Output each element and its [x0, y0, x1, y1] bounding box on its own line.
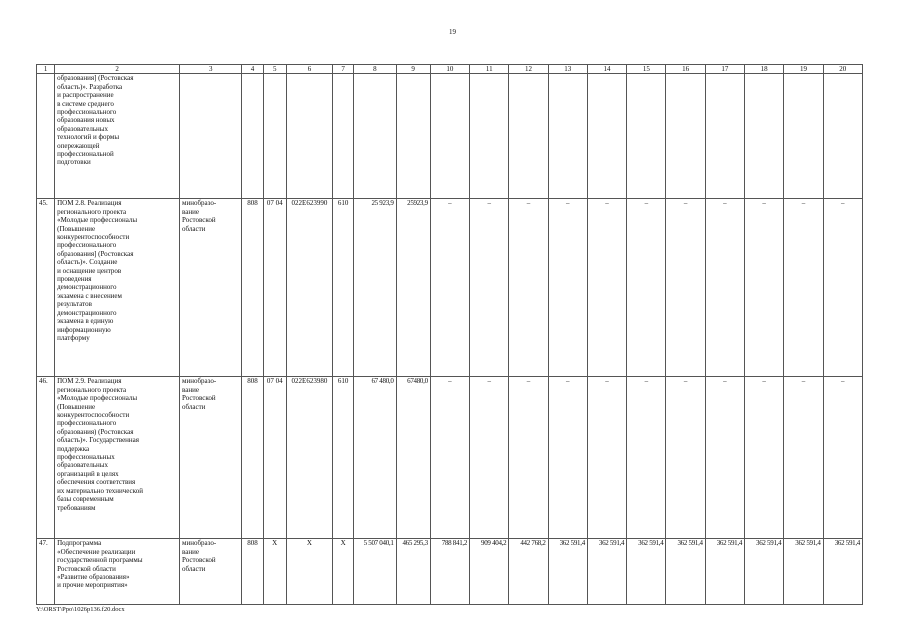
column-number-header: 13 [548, 65, 587, 74]
section-code-cell [263, 74, 286, 199]
year-amount-cell: 362 591,4 [823, 539, 862, 605]
column-number-header: 9 [396, 65, 430, 74]
column-number-header: 12 [509, 65, 548, 74]
year-amount-cell: 362 591,4 [548, 539, 587, 605]
year-2019-cell: 25923,9 [396, 199, 430, 377]
column-number-header: 3 [180, 65, 242, 74]
measure-name-cell: ПОМ 2.8. Реализация регионального проекта «Молодые профессионалы (Повышение конкурентоспособности профессионального образования] (Ростовская область)». Создание и оснащение центров проведения демонстрационного экзамена с внесением результатов демонстрационного экзамена в единую информационную платформу [55, 199, 180, 377]
year-amount-cell [509, 74, 548, 199]
column-number-header: 18 [745, 65, 784, 74]
year-amount-cell: – [784, 377, 823, 539]
year-amount-cell [587, 74, 626, 199]
column-number-header: 2 [55, 65, 180, 74]
expense-type-cell: Х [333, 539, 354, 605]
total-amount-cell: 67 480,0 [354, 377, 396, 539]
target-article-cell: 022E623980 [286, 377, 332, 539]
year-amount-cell: 362 591,4 [627, 539, 666, 605]
year-amount-cell: – [430, 377, 469, 539]
year-amount-cell [430, 74, 469, 199]
target-article-cell [286, 74, 332, 199]
section-code-cell: 07 04 [263, 199, 286, 377]
year-amount-cell: – [548, 199, 587, 377]
year-amount-cell: – [823, 199, 862, 377]
total-amount-cell [354, 74, 396, 199]
column-number-header: 4 [242, 65, 263, 74]
year-amount-cell: – [666, 199, 705, 377]
row-number-cell: 45. [37, 199, 55, 377]
column-number-header: 5 [263, 65, 286, 74]
row-number-cell: 47. [37, 539, 55, 605]
column-number-header: 15 [627, 65, 666, 74]
year-amount-cell: 362 591,4 [745, 539, 784, 605]
budget-table [36, 64, 863, 605]
year-amount-cell [548, 74, 587, 199]
year-amount-cell [470, 74, 509, 199]
column-number-header: 20 [823, 65, 862, 74]
column-number-header: 1 [37, 65, 55, 74]
year-amount-cell [627, 74, 666, 199]
section-code-cell: Х [263, 539, 286, 605]
year-2019-cell: 67480,0 [396, 377, 430, 539]
executor-cell: минобразо- вание Ростовской области [180, 539, 242, 605]
executor-cell: минобразо- вание Ростовской области [180, 199, 242, 377]
year-amount-cell: – [666, 377, 705, 539]
year-amount-cell: – [548, 377, 587, 539]
year-amount-cell: – [745, 199, 784, 377]
grbs-code-cell: 808 [242, 539, 263, 605]
year-amount-cell [784, 74, 823, 199]
table-row [37, 74, 863, 199]
year-amount-cell [823, 74, 862, 199]
table-row [37, 199, 863, 377]
year-amount-cell: 362 591,4 [666, 539, 705, 605]
year-2019-cell [396, 74, 430, 199]
year-amount-cell [745, 74, 784, 199]
total-amount-cell: 25 923,9 [354, 199, 396, 377]
column-number-header: 7 [333, 65, 354, 74]
footer-file-path: Y:\ORST\Ppo\1026p136.f20.docx [36, 606, 125, 613]
column-number-header: 8 [354, 65, 396, 74]
year-amount-cell: – [470, 377, 509, 539]
table-row [37, 539, 863, 605]
year-amount-cell: – [627, 199, 666, 377]
year-amount-cell: – [470, 199, 509, 377]
executor-cell [180, 74, 242, 199]
measure-name-cell: ПОМ 2.9. Реализация регионального проекта «Молодые профессионалы (Повышение конкурентоспособности профессионального образования) (Ростовская область)». Государственная поддержка профессиональных образовательных организаций в целях обеспечения соответствия их материально технической базы современным требованиям [55, 377, 180, 539]
grbs-code-cell: 808 [242, 377, 263, 539]
year-amount-cell: 909 404,2 [470, 539, 509, 605]
year-amount-cell: – [627, 377, 666, 539]
row-number-cell [37, 74, 55, 199]
table-header-row [37, 65, 863, 74]
expense-type-cell: 610 [333, 199, 354, 377]
year-amount-cell: – [430, 199, 469, 377]
year-amount-cell: – [823, 377, 862, 539]
year-amount-cell [666, 74, 705, 199]
year-2019-cell: 465 295,3 [396, 539, 430, 605]
measure-name-cell: образования] (Ростовская область)». Разработка и распространение в системе среднего профессионального образования новых образовательных технологий и формы опережающей профессиональной подготовки [55, 74, 180, 199]
year-amount-cell: – [509, 377, 548, 539]
year-amount-cell: 362 591,4 [587, 539, 626, 605]
year-amount-cell: 362 591,4 [705, 539, 744, 605]
year-amount-cell: 362 591,4 [784, 539, 823, 605]
column-number-header: 14 [587, 65, 626, 74]
year-amount-cell: 788 841,2 [430, 539, 469, 605]
year-amount-cell: – [705, 199, 744, 377]
target-article-cell: 022E623990 [286, 199, 332, 377]
year-amount-cell: 442 768,2 [509, 539, 548, 605]
column-number-header: 19 [784, 65, 823, 74]
grbs-code-cell [242, 74, 263, 199]
table-row [37, 377, 863, 539]
expense-type-cell: 610 [333, 377, 354, 539]
column-number-header: 17 [705, 65, 744, 74]
column-number-header: 11 [470, 65, 509, 74]
year-amount-cell [705, 74, 744, 199]
year-amount-cell: – [509, 199, 548, 377]
expense-type-cell [333, 74, 354, 199]
row-number-cell: 46. [37, 377, 55, 539]
year-amount-cell: – [705, 377, 744, 539]
year-amount-cell: – [587, 199, 626, 377]
target-article-cell: Х [286, 539, 332, 605]
page-number: 19 [449, 28, 456, 36]
year-amount-cell: – [745, 377, 784, 539]
total-amount-cell: 5 507 040,1 [354, 539, 396, 605]
section-code-cell: 07 04 [263, 377, 286, 539]
executor-cell: минобразо- вание Ростовской области [180, 377, 242, 539]
year-amount-cell: – [784, 199, 823, 377]
column-number-header: 16 [666, 65, 705, 74]
column-number-header: 10 [430, 65, 469, 74]
grbs-code-cell: 808 [242, 199, 263, 377]
measure-name-cell: Подпрограмма «Обеспечение реализации государственной программы Ростовской области «Развитие образования» и прочие мероприятия» [55, 539, 180, 605]
column-number-header: 6 [286, 65, 332, 74]
year-amount-cell: – [587, 377, 626, 539]
